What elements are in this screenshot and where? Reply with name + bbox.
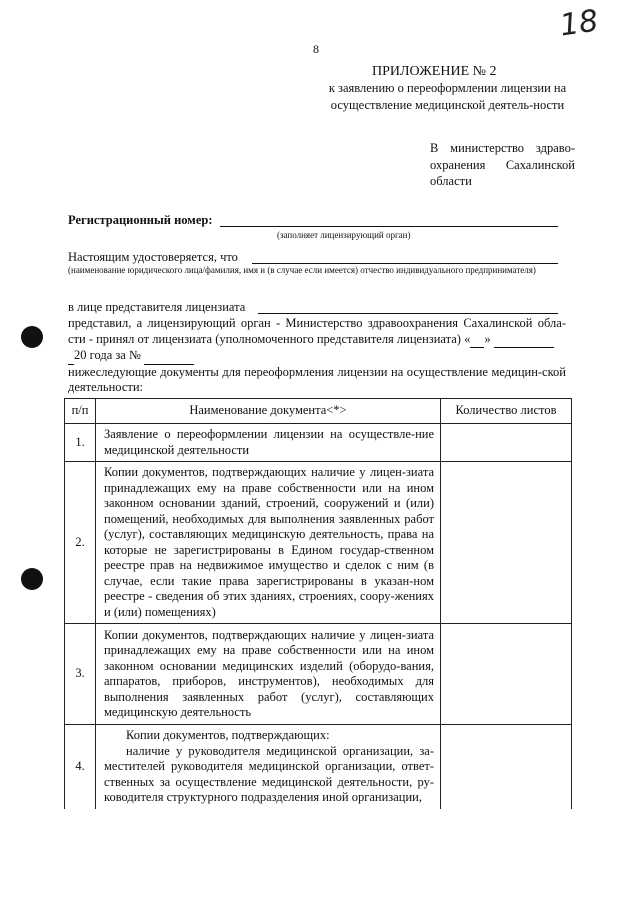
handwritten-page-number: 18 [557, 3, 601, 44]
number-field[interactable] [144, 348, 194, 365]
representative-text: в лице представителя лицензиата [68, 300, 246, 314]
certify-text: Настоящим удостоверяется, что [68, 250, 238, 264]
table-header-row [65, 399, 572, 424]
row-document-name: Копии документов, подтверждающих наличие у лицен-зиата принадлежащих ему на праве собственности или на ином законном основании зданий, строений, сооружений и (или) помещений, необходимых для выполнения заявленных работ (услуг), составляющих медицинскую деятельность, права на которые не зарегистрированы в Едином государ-ственном реестре прав на недвижимое имущество и сделок с ним (в случае, если такие права зарегистрированы в указан-ном реестре - сведения об этих зданиях, строениях, соору-жениях и (или) помещениях) [96, 462, 441, 624]
day-field[interactable] [470, 332, 484, 349]
certify-hint: (наименование юридического лица/фамилия, имя и (в случае если имеется) отчество индивидуального предпринимателя) [68, 265, 536, 275]
registration-number-label: Регистрационный номер: [68, 213, 213, 227]
representative-field[interactable] [258, 300, 558, 314]
licensee-name-field[interactable] [252, 250, 558, 264]
page-number: 8 [313, 42, 319, 56]
row-document-name: Заявление о переоформлении лицензии на осуществле-ние медицинской деятельности [96, 424, 441, 462]
addressee: В министерство здраво-охранения Сахалинской области [430, 141, 575, 188]
documents-intro: нижеследующие документы для переоформления лицензии на осуществление медицин-ской деятельности: [68, 364, 566, 394]
binder-hole-top [21, 326, 43, 348]
binder-hole-bottom [21, 568, 43, 590]
row-sheet-count-cell[interactable] [441, 624, 572, 725]
month-field[interactable] [494, 332, 554, 349]
quote-close: » [484, 331, 491, 346]
row-sheet-count-cell[interactable] [441, 424, 572, 462]
acceptance-text: представил, а лицензирующий орган - Министерство здравоохранения Сахалинской обла-сти - принял от лицензиата (уполномоченного представителя лицензиата) « [68, 316, 566, 346]
row-sheet-count-cell[interactable] [441, 462, 572, 624]
table-row [65, 624, 572, 725]
appendix-title: ПРИЛОЖЕНИЕ № 2 [372, 64, 497, 79]
year-label: 20 [74, 348, 87, 362]
row-document-name: Копии документов, подтверждающих наличие у лицен-зиата принадлежащих ему на праве собственности или на ином законном основании медицинских изделий (оборудо-вания, аппаратов, приборов, инструментов), необходимых для выполнения заявленных работ (услуг), составляющих медицинскую деятельность [96, 624, 441, 725]
row-document-name-line1: Копии документов, подтверждающих: [126, 728, 330, 742]
table-row [65, 462, 572, 624]
year-number-label: года за № [89, 348, 141, 362]
appendix-subtitle: к заявлению о переоформлении лицензии на осуществление медицинской деятель-ности [328, 81, 567, 112]
header-sheet-count: Количество листов [441, 399, 572, 424]
row-number: 1. [65, 424, 96, 462]
table-row [65, 725, 572, 809]
row-number: 2. [65, 462, 96, 624]
row-number: 3. [65, 624, 96, 725]
row-number: 4. [65, 725, 96, 809]
header-document-name: Наименование документа<*> [96, 399, 441, 424]
acceptance-paragraph [68, 316, 566, 396]
row-document-name [96, 725, 441, 809]
documents-table [64, 398, 572, 809]
row-sheet-count-cell[interactable] [441, 725, 572, 809]
registration-number-hint: (заполняет лицензирующий орган) [277, 230, 411, 240]
row-document-name-line2: наличие у руководителя медицинской организации, за-местителей руководителя медицинской организации, ответ-ственных за осуществление медицинской деятельности, ру-ководителя структурного подразделения иной организации, [104, 743, 434, 804]
registration-number-field[interactable] [220, 213, 558, 227]
header-number: п/п [65, 399, 96, 424]
table-row [65, 424, 572, 462]
